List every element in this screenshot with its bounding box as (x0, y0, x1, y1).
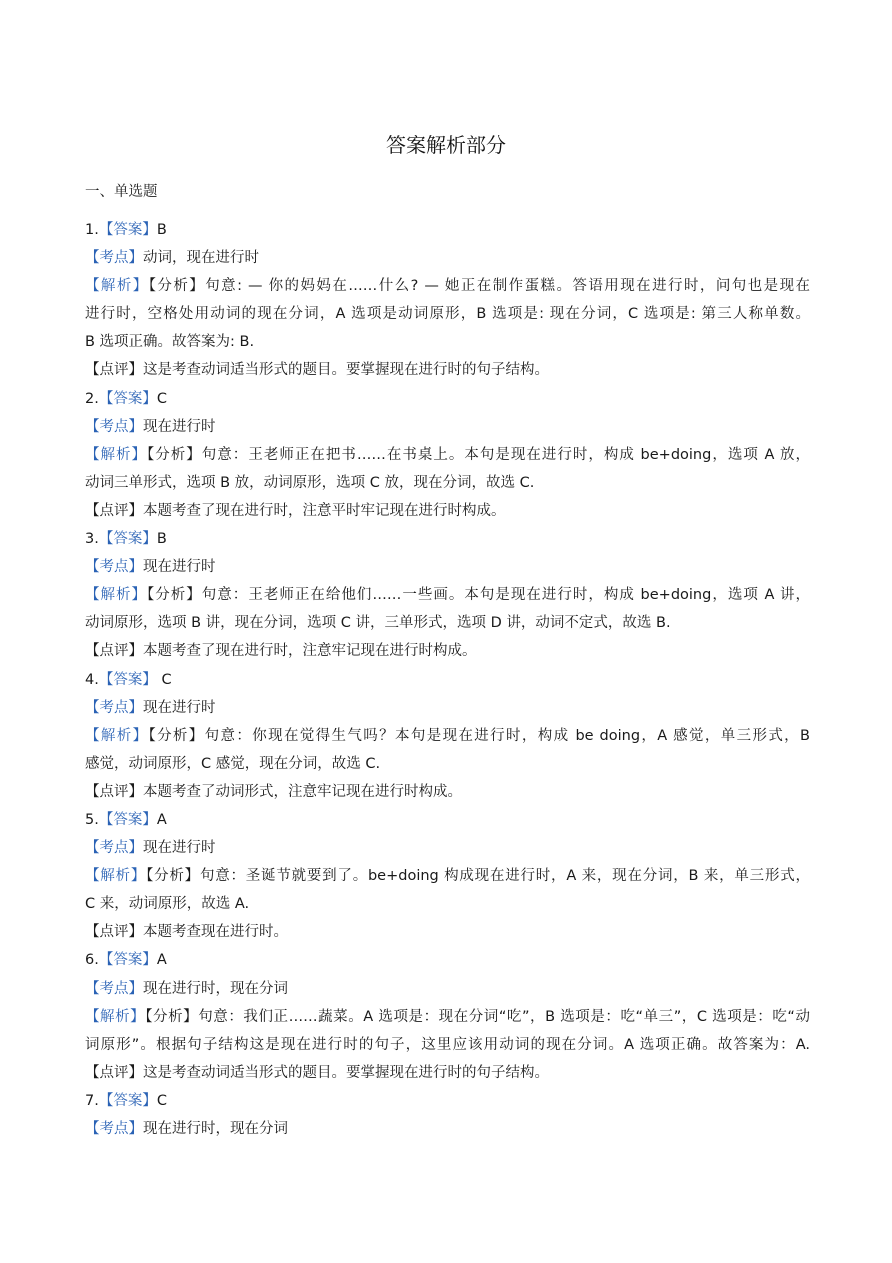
answer-label: 【答案】 (98, 1092, 157, 1109)
question-2-analysis-line (85, 441, 810, 469)
question-3-analysis-line: 动词原形，选项 B 讲，现在分词，选项 C 讲，三单形式，选项 D 讲，动词不定式，故选 B. (85, 615, 671, 632)
question-3-topic-line (85, 553, 810, 581)
question-1-analysis-line (85, 272, 810, 300)
section-heading: 一、单选题 (85, 184, 158, 200)
analysis-label: 【解析】 (85, 446, 148, 463)
review-text: 本题考查了现在进行时，注意平时牢记现在进行时构成。 (143, 502, 506, 519)
answer-value: A (156, 811, 167, 828)
analysis-label: 【解析】 (85, 278, 149, 295)
analysis-text: 【分析】句意：圣诞节就要到了。be+doing 构成现在进行时，A 来，现在分词，B 来，单三形式， (146, 868, 811, 885)
question-5-review-line (85, 918, 810, 946)
question-2-answer-line (85, 385, 810, 413)
question-number: 4. (85, 671, 99, 688)
answer-value: B (156, 531, 167, 548)
answer-label: 【答案】 (98, 671, 157, 688)
analysis-label: 【解析】 (85, 587, 148, 604)
topic-value: 现在进行时 (143, 699, 216, 716)
question-4-topic-line (85, 694, 810, 722)
answer-label: 【答案】 (98, 811, 157, 828)
question-6-review-line (85, 1059, 810, 1087)
review-label: 【点评】 (85, 362, 143, 379)
question-7-topic-line (85, 1115, 810, 1143)
review-text: 本题考查现在进行时。 (143, 924, 288, 941)
answer-label: 【答案】 (98, 222, 157, 238)
question-3-review-line (85, 637, 810, 665)
topic-value: 现在进行时 (143, 559, 216, 576)
topic-label: 【考点】 (85, 699, 143, 716)
analysis-text: 【分析】句意：王老师正在把书……在书桌上。本句是现在进行时，构成 be+doing，选项 A 放， (147, 446, 810, 463)
question-4-analysis-line: 感觉，动词原形，C 感觉，现在分词，故选 C. (85, 755, 381, 772)
topic-label: 【考点】 (85, 840, 143, 857)
question-number: 2. (85, 390, 99, 407)
page-title: 答案解析部分 (386, 133, 506, 157)
question-1-answer-line (85, 216, 810, 244)
review-label: 【点评】 (85, 1064, 143, 1081)
question-6-analysis-line: 词原形”。根据句子结构这是现在进行时的句子，这里应该用动词的现在分词。A 选项正确。故答案为：A. (85, 1036, 810, 1053)
question-4-analysis-line (85, 722, 810, 750)
question-4-review-line (85, 778, 810, 806)
question-5-analysis-line: C 来，动词原形，故选 A. (85, 896, 250, 913)
topic-value: 现在进行时，现在分词 (143, 980, 288, 997)
review-label: 【点评】 (85, 643, 143, 660)
review-label: 【点评】 (85, 783, 143, 800)
topic-value: 现在进行时 (143, 418, 216, 435)
answer-value: C (156, 671, 172, 688)
analysis-label: 【解析】 (85, 868, 147, 885)
answer-label: 【答案】 (98, 531, 157, 548)
analysis-text: 【分析】句意：王老师正在给他们……一些画。本句是现在进行时，构成 be+doing，选项 A 讲， (147, 587, 810, 604)
answer-value: C (156, 390, 167, 407)
analysis-label: 【解析】 (85, 1008, 146, 1025)
answer-list (85, 216, 810, 1143)
question-number: 6. (85, 952, 99, 969)
question-5-topic-line (85, 834, 810, 862)
review-text: 这是考查动词适当形式的题目。要掌握现在进行时的句子结构。 (143, 362, 549, 379)
question-1-analysis-line: 进行时，空格处用动词的现在分词，A 选项是动词原形，B 选项是: 现在分词，C 选项是: 第三人称单数。 (85, 306, 810, 323)
topic-label: 【考点】 (85, 980, 143, 997)
answer-value: B (156, 222, 167, 238)
question-number: 3. (85, 531, 99, 548)
question-6-analysis-line (85, 1003, 810, 1031)
review-label: 【点评】 (85, 502, 143, 519)
topic-label: 【考点】 (85, 1121, 143, 1137)
review-text: 这是考查动词适当形式的题目。要掌握现在进行时的句子结构。 (143, 1064, 549, 1081)
review-text: 本题考查了动词形式，注意牢记现在进行时构成。 (143, 783, 462, 800)
question-1-topic-line (85, 244, 810, 272)
question-6-answer-line (85, 946, 810, 974)
question-1-analysis-line: B 选项正确。故答案为: B. (85, 334, 255, 351)
question-6-topic-line (85, 975, 810, 1003)
topic-label: 【考点】 (85, 418, 143, 435)
answer-value: A (156, 952, 167, 969)
question-1-review-line (85, 356, 810, 384)
answer-label: 【答案】 (98, 390, 157, 407)
review-text: 本题考查了现在进行时，注意牢记现在进行时构成。 (143, 643, 477, 660)
answer-value: C (156, 1092, 167, 1109)
question-5-answer-line (85, 806, 810, 834)
analysis-text: 【分析】句意：我们正……蔬菜。A 选项是：现在分词“吃”，B 选项是：吃“单三”，C 选项是：吃“动 (145, 1008, 810, 1025)
topic-value: 动词，现在进行时 (143, 250, 259, 267)
review-label: 【点评】 (85, 924, 143, 941)
question-2-analysis-line: 动词三单形式，选项 B 放，动词原形，选项 C 放，现在分词，故选 C. (85, 474, 535, 491)
analysis-text: 【分析】句意: — 你的妈妈在……什么? — 她正在制作蛋糕。答语用现在进行时，问句也是现在 (148, 278, 811, 295)
question-5-analysis-line (85, 862, 810, 890)
question-2-review-line (85, 497, 810, 525)
question-number: 5. (85, 811, 99, 828)
question-4-answer-line (85, 666, 810, 694)
analysis-text: 【分析】句意：你现在觉得生气吗？本句是现在进行时，构成 be doing，A 感觉，单三形式，B (148, 727, 810, 744)
question-3-answer-line (85, 525, 810, 553)
question-2-topic-line (85, 413, 810, 441)
topic-value: 现在进行时 (143, 840, 216, 857)
question-7-answer-line (85, 1087, 810, 1115)
question-number: 1. (85, 222, 99, 238)
analysis-label: 【解析】 (85, 727, 149, 744)
topic-value: 现在进行时，现在分词 (143, 1121, 288, 1137)
topic-label: 【考点】 (85, 250, 143, 267)
question-3-analysis-line (85, 581, 810, 609)
topic-label: 【考点】 (85, 559, 143, 576)
question-number: 7. (85, 1092, 99, 1109)
answer-label: 【答案】 (98, 952, 157, 969)
